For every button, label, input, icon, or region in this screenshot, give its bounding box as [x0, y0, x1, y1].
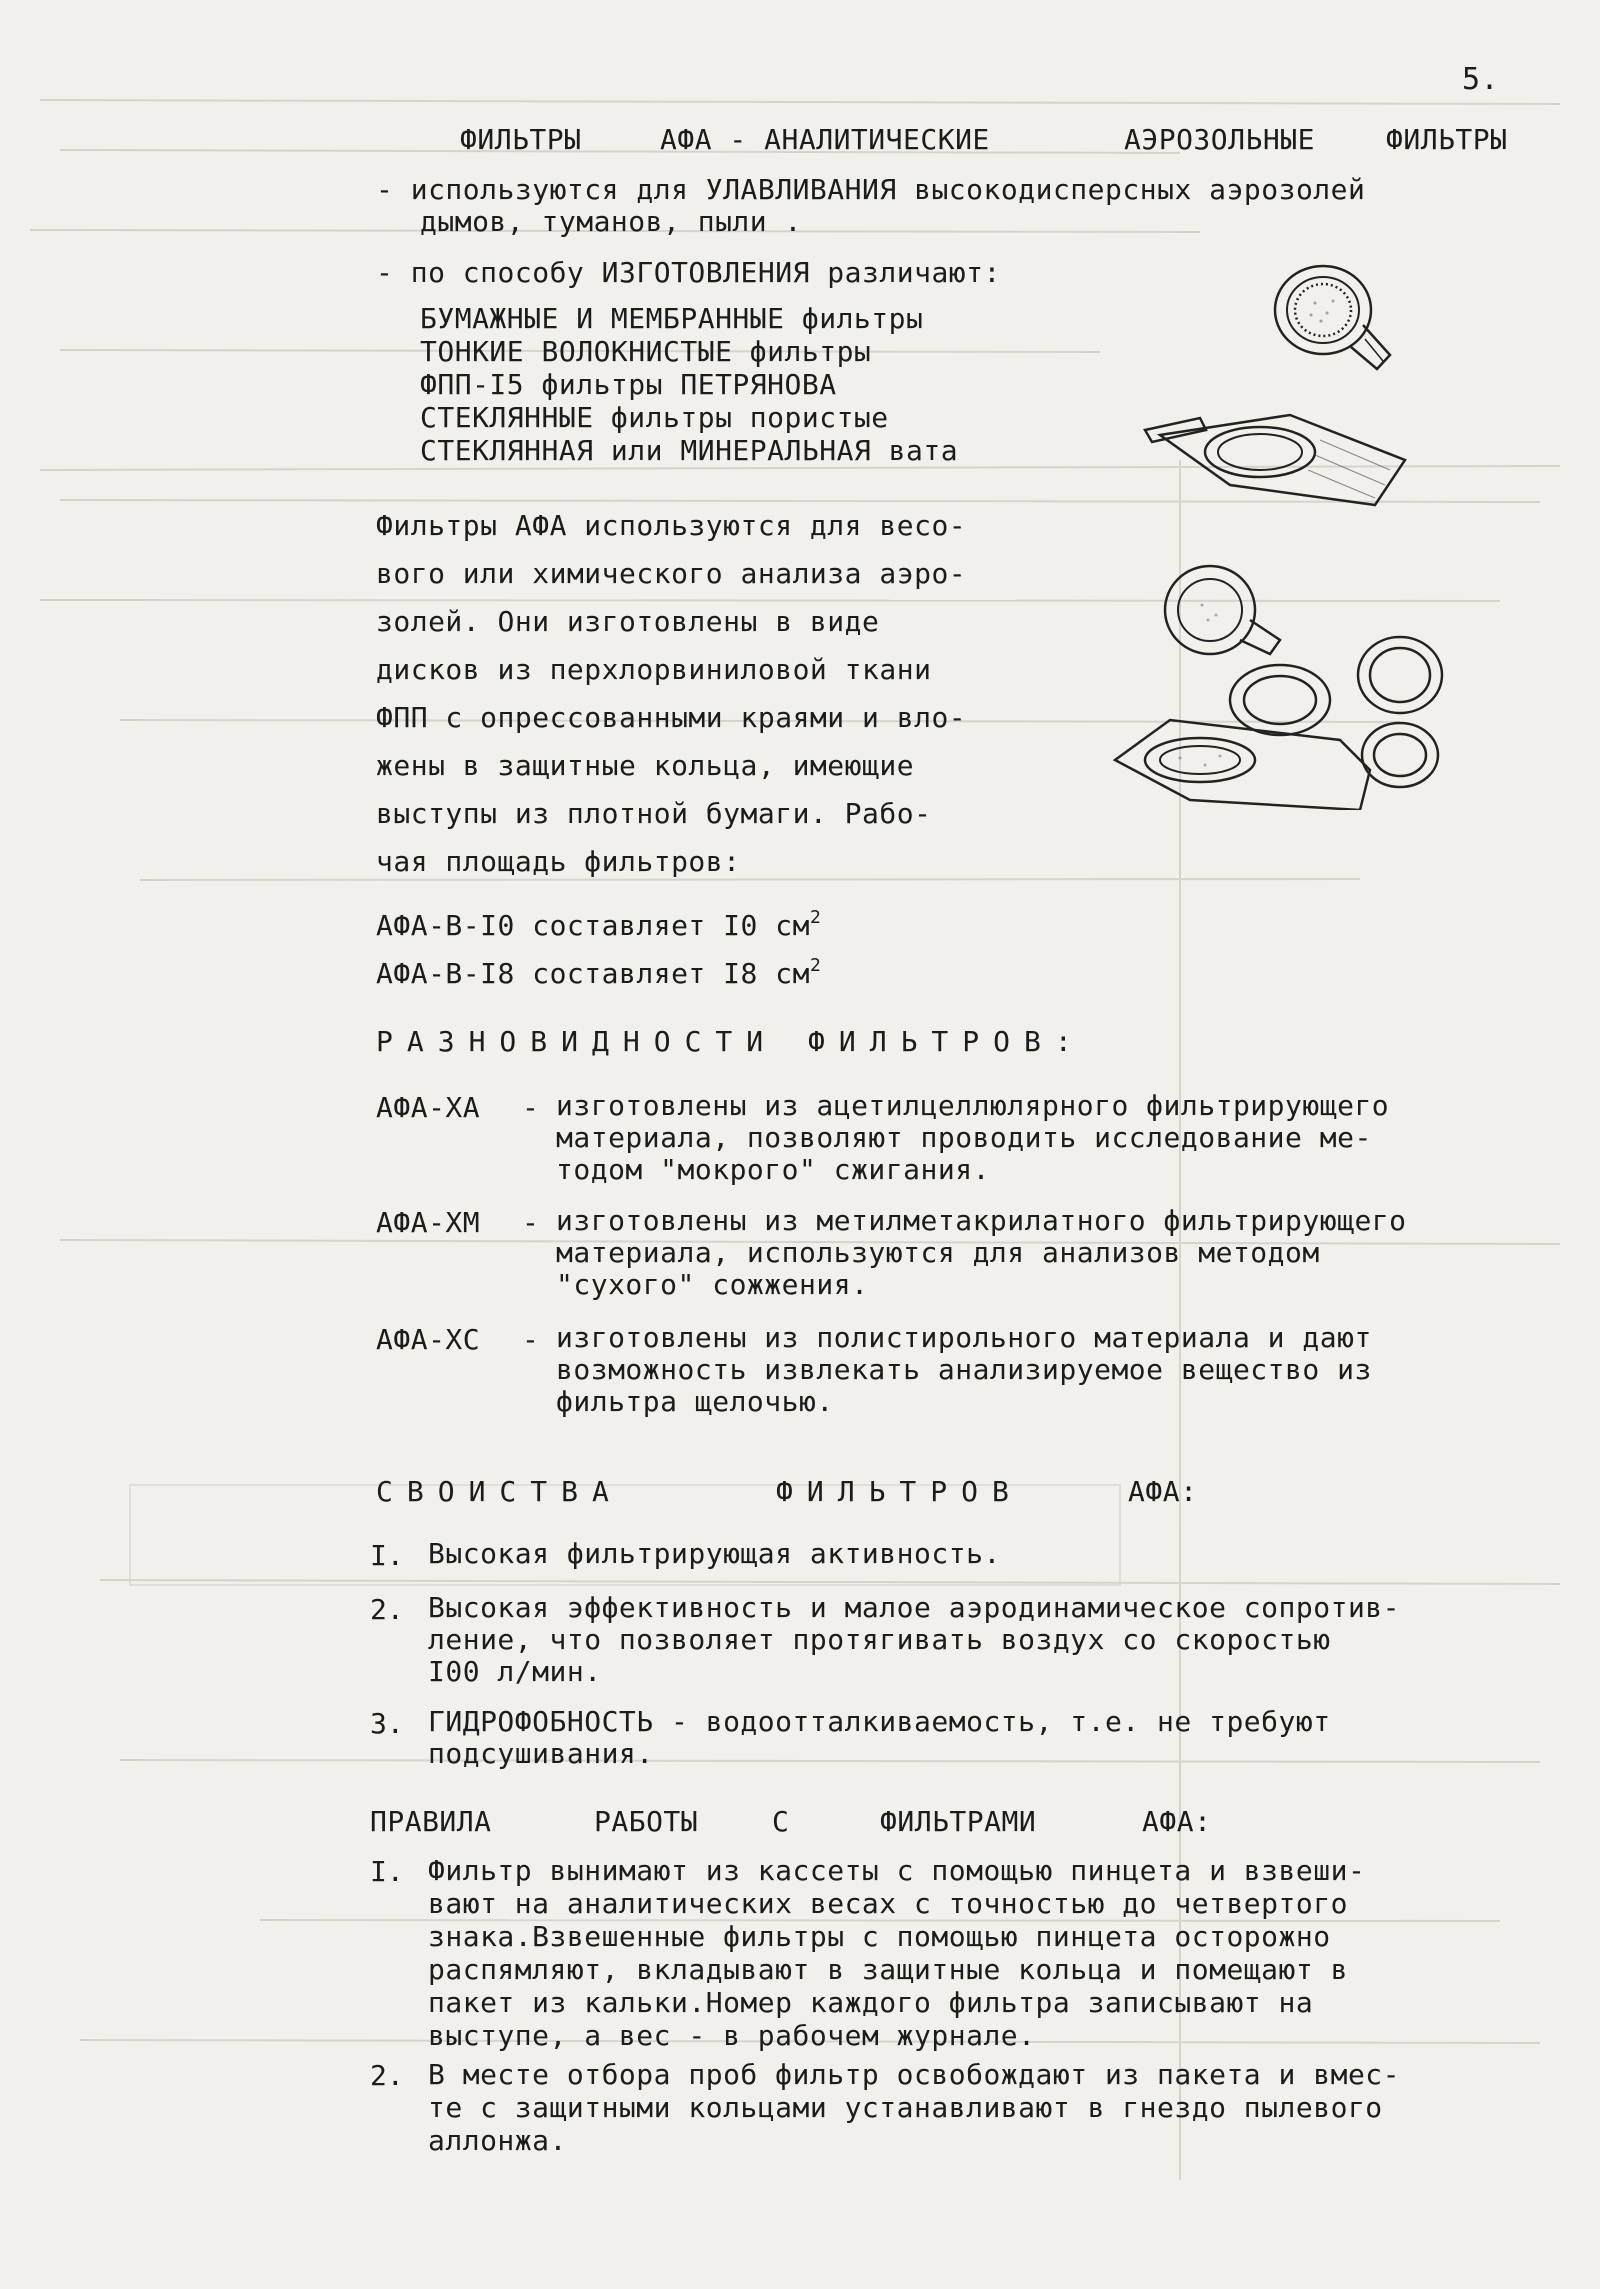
rule-line: В месте отбора проб фильтр освобождают из пакета и вмес- [428, 2058, 1401, 2091]
property-text [428, 1538, 1001, 1570]
variety-line: возможность извлекать анализируемое вещество из [556, 1353, 1372, 1386]
variety-code: АФА-ХА [376, 1091, 481, 1124]
variety-code: АФА-ХС [376, 1323, 481, 1356]
variety-dash: - [522, 1091, 540, 1124]
variety-line: материала, позволяют проводить исследование ме- [556, 1121, 1372, 1154]
area-afa-b-18 [376, 956, 821, 992]
varieties-heading: РАЗНОВИДНОСТИ ФИЛЬТРОВ: [376, 1025, 1086, 1058]
description-line: чая площадь фильтров: [376, 845, 741, 878]
usage-line-1: - используются для УЛАВЛИВАНИЯ высокодисперсных аэрозолей [376, 173, 1366, 206]
area-superscript: 2 [809, 907, 822, 928]
variety-line: фильтра щелочью. [556, 1385, 834, 1418]
property-number: 3. [370, 1707, 404, 1740]
variety-description [556, 1205, 1407, 1301]
variety-line: изготовлены из метилметакрилатного фильтрирующего [556, 1204, 1407, 1237]
variety-description [556, 1322, 1372, 1418]
description-line: Фильтры АФА используются для весо- [376, 509, 967, 542]
area-superscript: 2 [809, 955, 822, 976]
area-afa-b-10 [376, 908, 821, 944]
rules-heading-word-4: ФИЛЬТРАМИ [880, 1805, 1037, 1838]
rule-line: вают на аналитических весах с точностью до четвертого [428, 1887, 1348, 1920]
rule-line: пакет из кальки.Номер каждого фильтра записывают на [428, 1986, 1314, 2019]
rules-heading-word-2: РАБОТЫ [594, 1805, 699, 1838]
area-text: АФА-В-I8 составляет I8 см [376, 957, 810, 990]
manufacture-type: ФПП-I5 фильтры ПЕТРЯНОВА [420, 368, 837, 401]
description-line: дисков из перхлорвиниловой ткани [376, 653, 932, 686]
filter-holder-illustration [1265, 255, 1405, 385]
manufacture-intro: - по способу ИЗГОТОВЛЕНИЯ различают: [376, 256, 1001, 289]
variety-line: тодом "мокрого" сжигания. [556, 1153, 990, 1186]
header-word-filters: ФИЛЬТРЫ [460, 123, 582, 156]
properties-heading-word-3: АФА: [1128, 1475, 1198, 1508]
header-afa-analytical: АФА - АНАЛИТИЧЕСКИЕ [660, 123, 990, 156]
property-text [428, 1706, 1331, 1770]
page-number: 5. [1462, 62, 1500, 97]
rule-line: распямляют, вкладывают в защитные кольца и помещают в [428, 1953, 1348, 1986]
header-filters: ФИЛЬТРЫ [1386, 123, 1508, 156]
description-text [376, 502, 966, 886]
property-number: I. [370, 1539, 404, 1572]
manufacture-type: СТЕКЛЯННАЯ или МИНЕРАЛЬНАЯ вата [420, 434, 959, 467]
rules-heading-word-3: С [772, 1805, 790, 1838]
manufacture-type: СТЕКЛЯННЫЕ фильтры пористые [420, 401, 889, 434]
manufacture-type: БУМАЖНЫЕ И МЕМБРАННЫЕ фильтры [420, 302, 924, 335]
property-text [428, 1592, 1400, 1688]
variety-line: изготовлены из полистирольного материала и дают [556, 1321, 1372, 1354]
description-line: вого или химического анализа аэро- [376, 557, 967, 590]
property-line: Высокая фильтрирующая активность. [428, 1537, 1001, 1570]
variety-code: АФА-ХМ [376, 1206, 481, 1239]
variety-line: "сухого" сожжения. [556, 1268, 869, 1301]
description-line: золей. Они изготовлены в виде [376, 605, 880, 638]
properties-heading-word-1: СВОИСТВА [376, 1475, 623, 1508]
rule-line: Фильтр вынимают из кассеты с помощью пинцета и взвеши- [428, 1854, 1366, 1887]
property-line: Высокая эффективность и малое аэродинамическое сопротив- [428, 1591, 1401, 1624]
description-line: выступы из плотной бумаги. Рабо- [376, 797, 932, 830]
filter-holder-and-rings-illustration [1110, 560, 1450, 810]
rule-line: те с защитными кольцами устанавливают в гнездо пылевого [428, 2091, 1383, 2124]
rule-text [428, 2058, 1400, 2157]
description-line: жены в защитные кольца, имеющие [376, 749, 915, 782]
property-number: 2. [370, 1593, 404, 1626]
rules-heading-word-1: ПРАВИЛА [370, 1805, 492, 1838]
property-line: ГИДРОФОБНОСТЬ - водоотталкиваемость, т.е. не требуют [428, 1705, 1331, 1738]
rule-number: I. [370, 1855, 404, 1888]
rule-line: аллонжа. [428, 2124, 567, 2157]
properties-heading-word-2: ФИЛЬТРОВ [776, 1475, 1023, 1508]
variety-dash: - [522, 1206, 540, 1239]
manufacture-types [420, 302, 958, 467]
variety-line: материала, используются для анализов методом [556, 1236, 1320, 1269]
rule-text [428, 1854, 1365, 2052]
manufacture-type: ТОНКИЕ ВОЛОКНИСТЫЕ фильтры [420, 335, 872, 368]
property-line: подсушивания. [428, 1737, 654, 1770]
rules-heading-word-5: АФА: [1142, 1805, 1212, 1838]
rule-number: 2. [370, 2059, 404, 2092]
description-line: ФПП с опрессованными краями и вло- [376, 701, 967, 734]
variety-description [556, 1090, 1389, 1186]
variety-line: изготовлены из ацетилцеллюлярного фильтрирующего [556, 1089, 1390, 1122]
area-text: АФА-В-I0 составляет I0 см [376, 909, 810, 942]
property-line: I00 л/мин. [428, 1655, 602, 1688]
header-aerosol: АЭРОЗОЛЬНЫЕ [1124, 123, 1315, 156]
property-line: ление, что позволяет протягивать воздух со скоростью [428, 1623, 1331, 1656]
rule-line: знака.Взвешенные фильтры с помощью пинцета осторожно [428, 1920, 1331, 1953]
usage-line-2: дымов, туманов, пыли . [420, 205, 802, 238]
filter-packet-illustration [1140, 400, 1410, 510]
variety-dash: - [522, 1323, 540, 1356]
rule-line: выступе, а вес - в рабочем журнале. [428, 2019, 1036, 2052]
